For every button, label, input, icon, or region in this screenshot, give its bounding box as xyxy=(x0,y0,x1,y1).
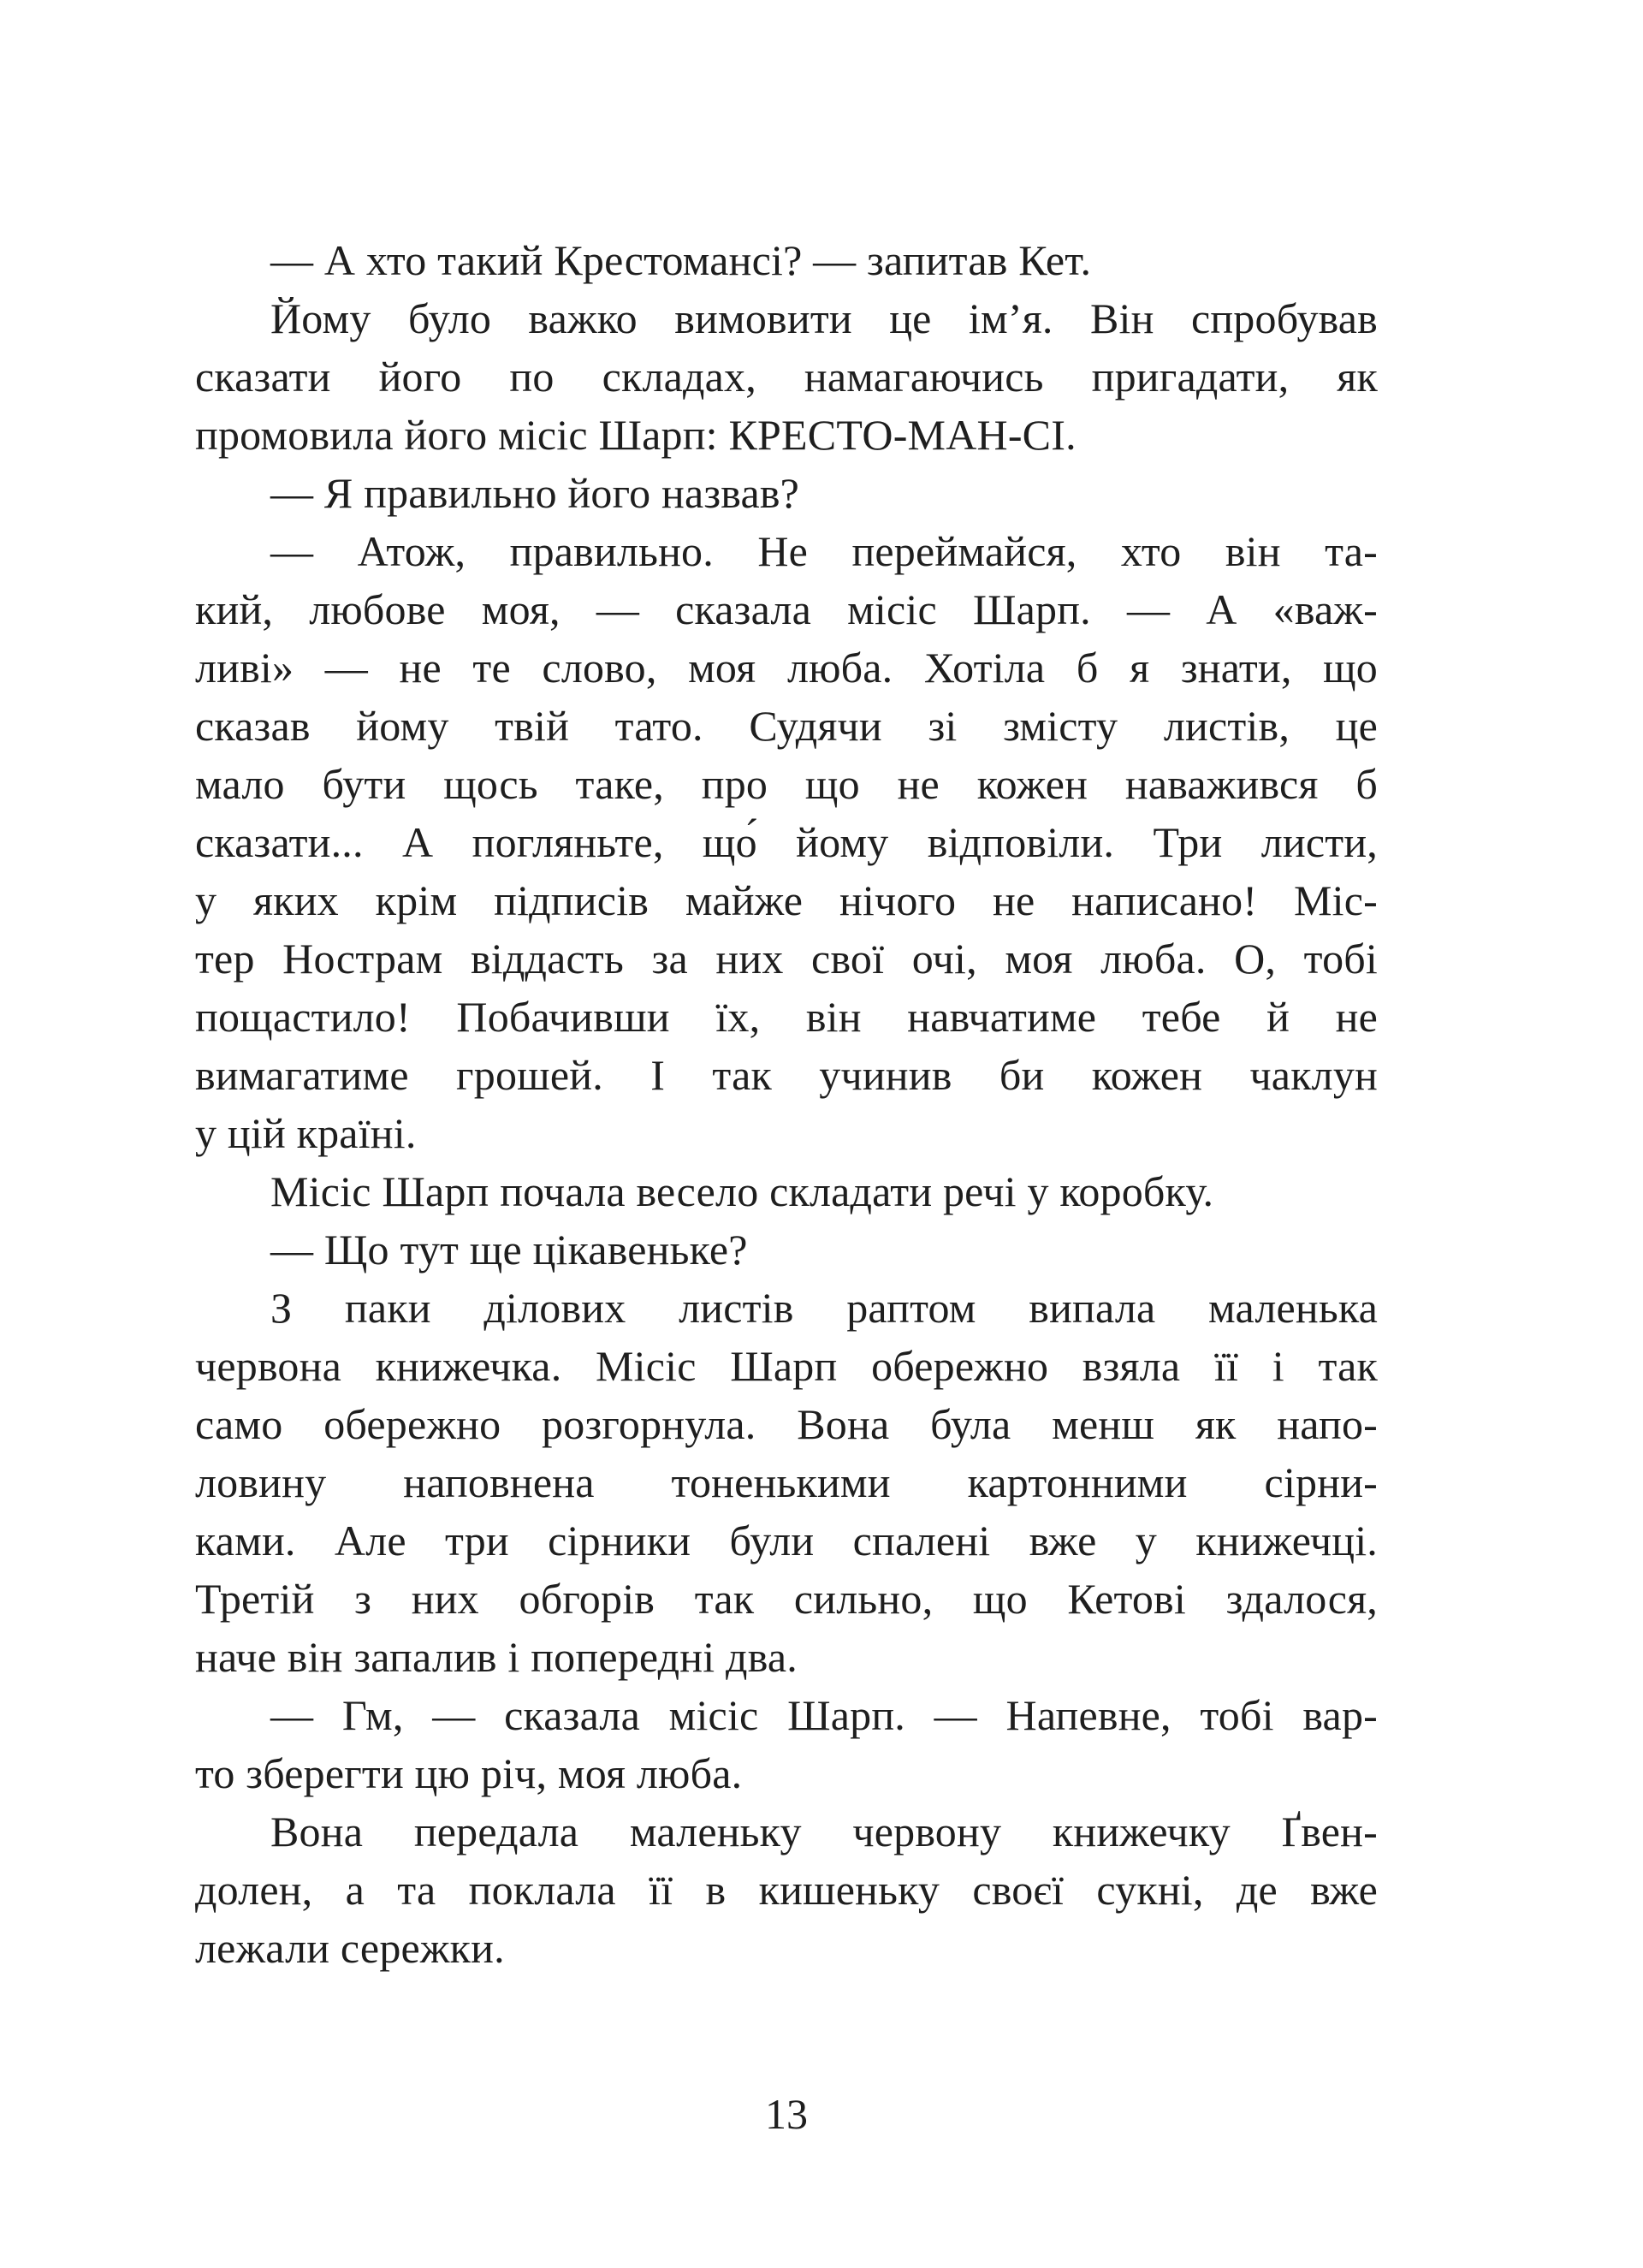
text-line: — Гм, — сказала місіс Шарп. — Напевне, тобі вар- xyxy=(270,1691,1378,1739)
page-text xyxy=(195,231,1378,1977)
text-line: само обережно розгорнула. Вона була менш як напо- xyxy=(195,1400,1378,1448)
text-line: ками. Але три сірники були спалені вже у книжечці. xyxy=(195,1517,1378,1564)
page-number: 13 xyxy=(765,2090,808,2138)
text-line: — Що тут ще цікавеньке? xyxy=(270,1226,748,1274)
text-line: — Я правильно його назвав? xyxy=(270,469,800,517)
text-line: сказати... А погляньте, що́ йому відповіли. Три листи, xyxy=(195,818,1378,866)
text-line: ливі» — не те слово, моя люба. Хотіла б я знати, що xyxy=(195,644,1378,692)
text-line: то зберегти цю річ, моя люба. xyxy=(195,1749,743,1797)
text-line: вимагатиме грошей. І так учинив би кожен чаклун xyxy=(195,1051,1378,1099)
text-line: сказав йому твій тато. Судячи зі змісту листів, це xyxy=(195,702,1378,750)
text-line: мало бути щось таке, про що не кожен наважився б xyxy=(195,760,1378,808)
text-line: червона книжечка. Місіс Шарп обережно взяла її і так xyxy=(195,1342,1378,1390)
text-line: долен, а та поклала її в кишеньку своєї сукні, де вже xyxy=(195,1866,1378,1914)
text-line: — А хто такий Крестомансі? — запитав Кет. xyxy=(270,236,1092,284)
text-line: тер Нострам віддасть за них свої очі, моя люба. О, тобі xyxy=(195,935,1378,983)
text-line: З паки ділових листів раптом випала маленька xyxy=(270,1284,1378,1332)
text-line: пощастило! Побачивши їх, він навчатиме тебе й не xyxy=(195,993,1378,1041)
text-line: — Атож, правильно. Не переймайся, хто він та- xyxy=(270,527,1378,575)
text-line: у цій країні. xyxy=(195,1109,417,1157)
text-line: ловину наповнена тоненькими картонними сірни- xyxy=(195,1458,1378,1506)
text-line: у яких крім підписів майже нічого не написано! Міс- xyxy=(195,876,1378,924)
text-line: наче він запалив і попередні два. xyxy=(195,1633,798,1681)
text-line: Йому було важко вимовити це ім’я. Він спробував xyxy=(270,294,1378,342)
text-line: кий, любове моя, — сказала місіс Шарп. — А «важ- xyxy=(195,585,1378,633)
text-line: промовила його місіс Шарп: КРЕСТО-МАН-СІ. xyxy=(195,411,1077,459)
text-line: Третій з них обгорів так сильно, що Кетові здалося, xyxy=(195,1575,1378,1623)
text-line: Місіс Шарп почала весело складати речі у коробку. xyxy=(270,1167,1214,1215)
text-line: лежали сережки. xyxy=(195,1924,505,1972)
text-line: сказати його по складах, намагаючись пригадати, як xyxy=(195,353,1378,401)
text-line: Вона передала маленьку червону книжечку Ґвен- xyxy=(270,1808,1378,1855)
